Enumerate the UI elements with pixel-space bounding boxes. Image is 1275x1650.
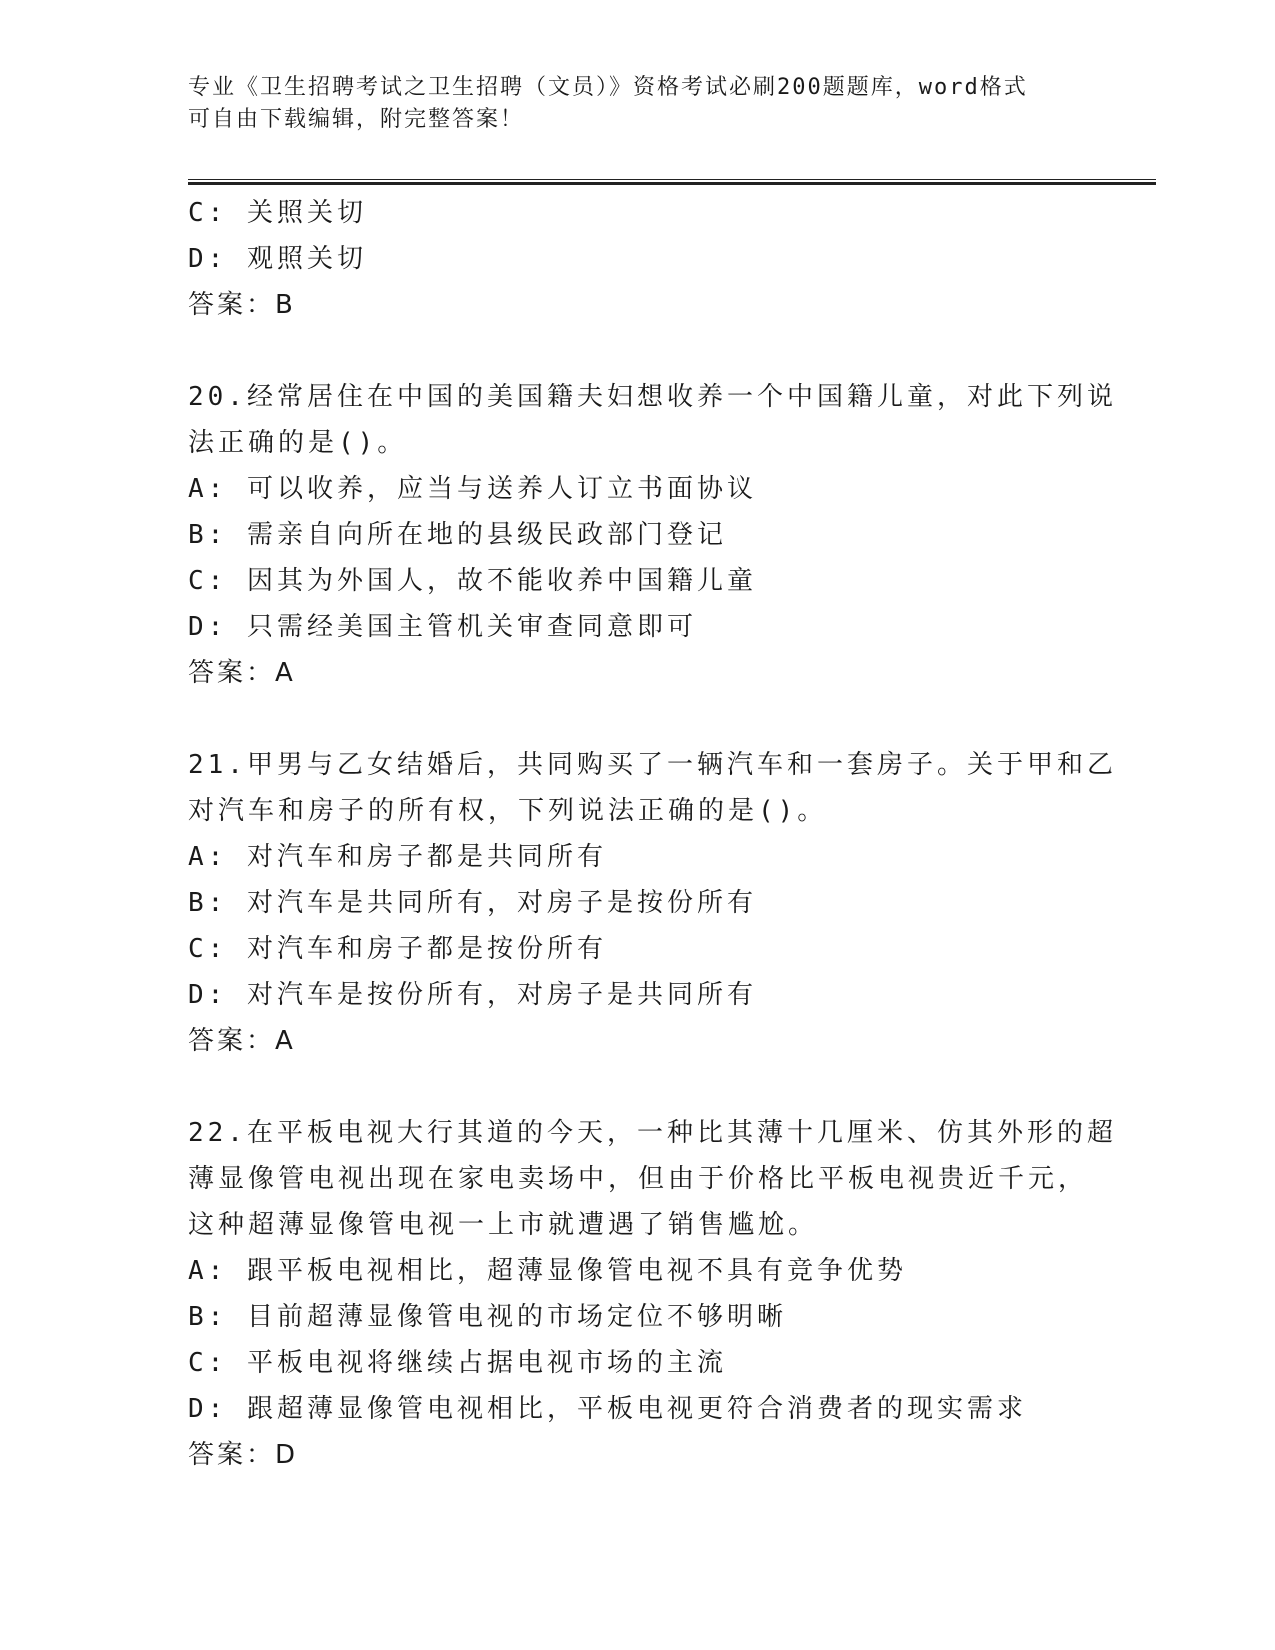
question-stem: 法正确的是()。: [188, 428, 408, 458]
header-line-2: 可自由下载编辑，附完整答案！: [188, 107, 525, 132]
option-c: C: 平板电视将继续占据电视市场的主流: [188, 1348, 727, 1378]
question-stem: 这种超薄显像管电视一上市就遭遇了销售尴尬。: [188, 1210, 819, 1240]
option-a: A: 跟平板电视相比，超薄显像管电视不具有竞争优势: [188, 1256, 907, 1286]
page-header: [188, 72, 1068, 136]
option-a: A: 可以收养，应当与送养人订立书面协议: [188, 474, 757, 504]
option-a: A: 对汽车和房子都是共同所有: [188, 842, 607, 872]
option-d: D: 对汽车是按份所有，对房子是共同所有: [188, 980, 757, 1010]
question-stem: 对汽车和房子的所有权，下列说法正确的是()。: [188, 796, 828, 826]
spacer: [188, 1064, 1088, 1110]
answer-line: 答案：A: [188, 658, 296, 688]
question-21: [188, 742, 1117, 1064]
question-22: [188, 1110, 1117, 1478]
answer-line: 答案：A: [188, 1026, 296, 1056]
header-divider: [188, 179, 1156, 185]
option-b: B: 需亲自向所在地的县级民政部门登记: [188, 520, 727, 550]
option-c: C: 关照关切: [188, 198, 367, 228]
option-b: B: 对汽车是共同所有，对房子是按份所有: [188, 888, 757, 918]
question-content: [188, 190, 1117, 1478]
option-c: C: 对汽车和房子都是按份所有: [188, 934, 607, 964]
answer-line: 答案：B: [188, 290, 296, 320]
answer-line: 答案：D: [188, 1440, 299, 1470]
question-stem: 22.在平板电视大行其道的今天，一种比其薄十几厘米、仿其外形的超: [188, 1118, 1117, 1148]
question-20: [188, 374, 1117, 696]
question-stem: 21.甲男与乙女结婚后，共同购买了一辆汽车和一套房子。关于甲和乙: [188, 750, 1117, 780]
question-stem: 20.经常居住在中国的美国籍夫妇想收养一个中国籍儿童，对此下列说: [188, 382, 1117, 412]
previous-question-tail: [188, 190, 1088, 328]
question-stem: 薄显像管电视出现在家电卖场中，但由于价格比平板电视贵近千元，: [188, 1164, 1089, 1194]
option-c: C: 因其为外国人，故不能收养中国籍儿童: [188, 566, 757, 596]
option-d: D: 跟超薄显像管电视相比，平板电视更符合消费者的现实需求: [188, 1394, 1027, 1424]
spacer: [188, 696, 1088, 742]
header-line-1: 专业《卫生招聘考试之卫生招聘（文员）》资格考试必刷200题题库，word格式: [188, 75, 1028, 100]
option-d: D: 只需经美国主管机关审查同意即可: [188, 612, 697, 642]
option-b: B: 目前超薄显像管电视的市场定位不够明晰: [188, 1302, 787, 1332]
spacer: [188, 328, 1088, 374]
option-d: D: 观照关切: [188, 244, 367, 274]
